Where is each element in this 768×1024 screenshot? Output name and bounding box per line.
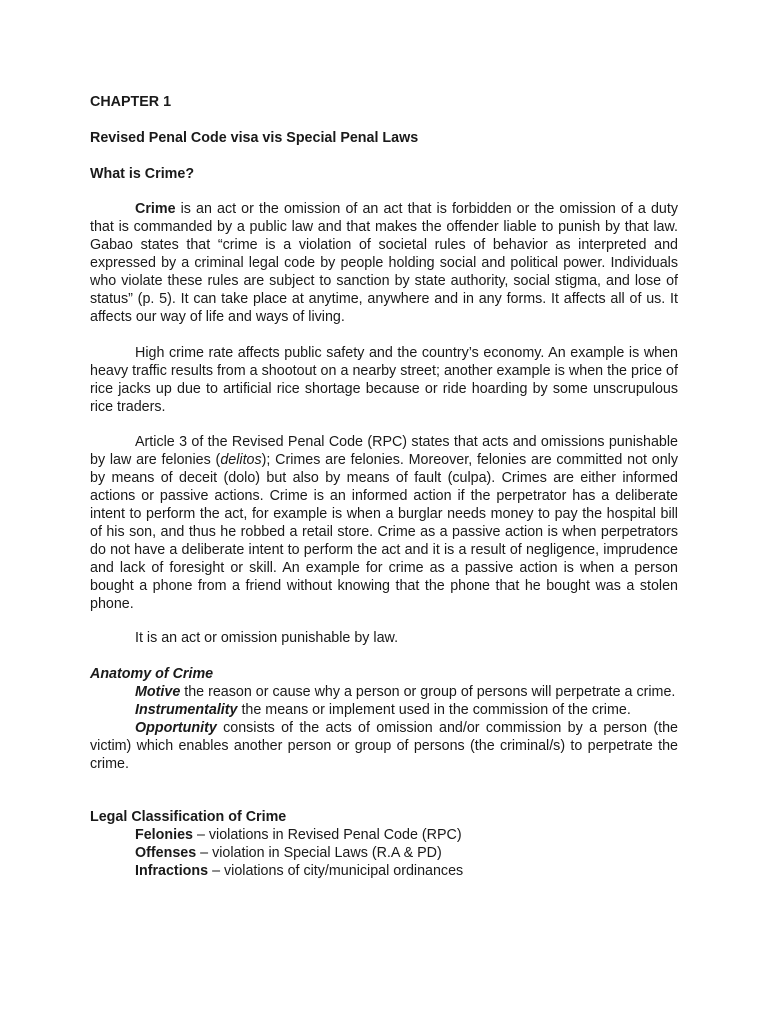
term-crime: Crime	[135, 201, 176, 217]
section-heading-anatomy: Anatomy of Crime	[90, 666, 214, 682]
term-motive: Motive	[135, 684, 181, 700]
section-anatomy-of-crime	[90, 665, 678, 773]
paragraph-article-3	[90, 433, 678, 613]
classification-item-offenses-text: – violation in Special Laws (R.A & PD)	[196, 845, 442, 861]
classification-item-felonies	[90, 826, 678, 844]
paragraph-crime-definition	[90, 200, 678, 326]
article-3-text-before: Article 3 of the Revised Penal Code (RPC) states that acts and omissions punishable by law are felonies (	[90, 434, 678, 468]
classification-item-infractions	[90, 862, 678, 880]
section-legal-classification	[90, 808, 678, 880]
anatomy-item-opportunity-text: consists of the acts of omission and/or commission by a person (the victim) which enables another person or group of persons (the criminal/s) to perpetrate the crime.	[90, 720, 678, 772]
anatomy-item-motive-text: the reason or cause why a person or group of persons will perpetrate a crime.	[180, 684, 676, 700]
term-opportunity: Opportunity	[135, 720, 217, 736]
classification-item-infractions-text: – violations of city/municipal ordinances	[208, 863, 464, 879]
article-3-text-after: ); Crimes are felonies. Moreover, felonies are committed not only by means of deceit (dolo) but also by means of fault (culpa). Crimes are either informed actions or passive actions. Crime is an informed action if the perpetrator has a deliberate intent to perform the act, for example is when a burglar needs money to pay the hospital bill of his son, and thus he robbed a retail store. Crime as a passive action is when perpetrators do not have a deliberate intent to perform the act and it is a result of negligence, imprudence and lack of foresight or skill. An example for crime as a passive action is when a person bought a phone from a friend without knowing that the phone that he bought was a stolen phone.	[90, 452, 678, 612]
document-title: Revised Penal Code visa vis Special Penal Laws	[90, 130, 419, 146]
term-offenses: Offenses	[135, 845, 197, 861]
anatomy-item-opportunity	[90, 719, 678, 773]
anatomy-item-motive	[90, 683, 678, 701]
paragraph-crime-rate: High crime rate affects public safety and the country’s economy. An example is when heavy traffic results from a shootout on a nearby street; another example is when the price of rice jacks up due to artificial rice shortage because or ride hoarding by some unscrupulous rice traders.	[90, 345, 678, 415]
term-instrumentality: Instrumentality	[135, 702, 238, 718]
classification-item-offenses	[90, 844, 678, 862]
anatomy-item-instrumentality-text: the means or implement used in the commission of the crime.	[237, 702, 631, 718]
section-heading-what-is-crime: What is Crime?	[90, 166, 195, 182]
chapter-label: CHAPTER 1	[90, 94, 172, 110]
term-infractions: Infractions	[135, 863, 209, 879]
term-felonies: Felonies	[135, 827, 193, 843]
classification-item-felonies-text: – violations in Revised Penal Code (RPC)	[193, 827, 462, 843]
paragraph-crime-definition-text: is an act or the omission of an act that is forbidden or the omission of a duty that is commanded by a public law and that makes the offender liable to punish by that law. Gabao states that “crime is a violation of societal rules of behavior as interpreted and expressed by a criminal legal code by people holding social and political power. Individuals who violate these rules are subject to sanction by state authority, social stigma, and lose of status” (p. 5). It can take place at anytime, anywhere and in any forms. It affects all of us. It affects our way of life and ways of living.	[90, 201, 678, 325]
anatomy-item-instrumentality	[90, 701, 678, 719]
term-delitos: delitos	[220, 452, 262, 468]
paragraph-act-or-omission: It is an act or omission punishable by law.	[135, 630, 399, 646]
section-heading-classification: Legal Classification of Crime	[90, 809, 287, 825]
